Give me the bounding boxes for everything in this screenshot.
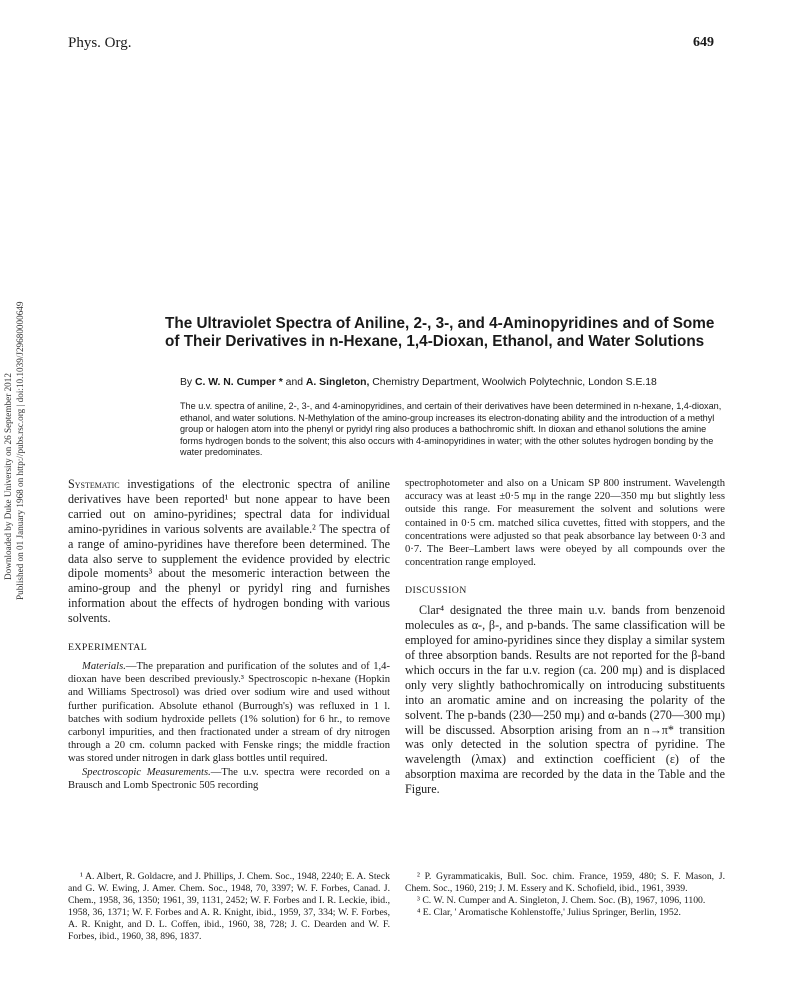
discussion-heading: DISCUSSION [405, 585, 467, 597]
intro-lead: Systematic [68, 477, 120, 491]
publication-notice: Published on 01 January 1968 on http://pubs.rsc.org | doi:10.1039/J29680000649 [15, 301, 25, 600]
byline-prefix: By [180, 377, 196, 388]
materials-lead: Materials. [82, 660, 126, 672]
footnotes-left [68, 871, 390, 944]
footnotes-right [405, 871, 725, 919]
materials-text: —The preparation and purification of the solutes and of 1,4-dioxan have been described previously.³ Spectroscopic n-hexane (Hopkin and Williams Spectrosol) was dried over sodium wire and used without further purification. Absolute ethanol (Burrough's) was refluxed in 1 l. batches with sodium hydroxide pellets (1% solution) for 6 hr., to remove carbonyl impurities, and then fractionated under a stream of dry nitrogen through a 20 cm. column packed with Fenske rings; the middle fraction was stored under nitrogen in dark glass bottles until required. [68, 660, 390, 765]
intro-paragraph [68, 477, 390, 626]
spectro-paragraph [68, 766, 390, 792]
byline [180, 377, 740, 388]
footnote-1: ¹ A. Albert, R. Goldacre, and J. Phillips, J. Chem. Soc., 1948, 2240; E. A. Steck and G. W. Ewing, J. Amer. Chem. Soc., 1948, 70, 3397; W. F. Forbes, Canad. J. Chem., 1958, 36, 1350; 1961, 39, 1131, 2452; W. F. Forbes and I. R. Leckie, ibid., 1958, 36, 1371; W. F. Forbes and A. R. Knight, ibid., 1959, 37, 334; W. F. Forbes, A. R. Knight, and D. L. Coffen, ibid., 1960, 38, 728; J. C. Dearden and W. F. Forbes, ibid., 1960, 38, 896, 1837. [68, 871, 390, 943]
materials-paragraph [68, 660, 390, 766]
download-notice: Downloaded by Duke University on 26 September 2012 [3, 373, 13, 580]
left-column [68, 477, 390, 792]
intro-text: investigations of the electronic spectra of aniline derivatives have been reported¹ but none appear to have been carried out on amino-pyridines; spectral data for individual amino-pyridines in various solvents are available.² The spectra of a range of amino-pyridines have therefore been determined. The data also serve to supplement the evidence provided by electric dipole moments³ about the mesomeric interaction between the amino-group and the phenyl or pyridyl ring and furnishes information about the effects of hydrogen bonding with various solvents. [68, 477, 390, 626]
affiliation: Chemistry Department, Woolwich Polytechnic, London S.E.18 [369, 377, 657, 388]
author-singleton: A. Singleton, [305, 377, 370, 388]
abstract: The u.v. spectra of aniline, 2-, 3-, and 4-aminopyridines, and certain of their derivatives have been determined in n-hexane, 1,4-dioxan, ethanol, and water solutions. N-Methylation of the amino-group increases its electron-donating ability and the introduction of a methyl group or halogen atom into the phenyl or pyridyl ring also produces a bathochromic shift. In dioxan and ethanol solutions the amine forms hydrogen bonds to the solvent; this also occurs with 4-aminopyridines in water; with the other solutes hydrogen bonding by the water predominates. [180, 401, 722, 457]
footnote-2: ² P. Gyrammaticakis, Bull. Soc. chim. France, 1959, 480; S. F. Mason, J. Chem. Soc., 1960, 219; J. M. Essery and K. Schofield, ibid., 1961, 3939. [405, 871, 725, 895]
spectro-text: —The u.v. spectra were recorded on a Brausch and Lomb Spectronic 505 recording [68, 766, 390, 791]
discussion-paragraph: Clar⁴ designated the three main u.v. bands from benzenoid molecules as α-, β-, and p-bands. The same classification will be employed for amino-pyridines since they display a similar system of three absorption bands. Results are not reported for the β-band which occurs in the far u.v. region (ca. 200 mμ) and is displaced only very slightly bathochromically on introducing substituents into an aromatic amine and on increasing the polarity of the solvent. The p-bands (230—250 mμ) and α-bands (270—300 mμ) will be discussed. Absorption arising from an n→π* transition was only detected in the solution spectra of pyridine. The wavelength (λmax) and extinction coefficient (ε) of the absorption maxima are recorded by the data in the Table and the Figure. [405, 603, 725, 797]
spectro-continued: spectrophotometer and also on a Unicam SP 800 instrument. Wavelength accuracy was at least ±0·5 mμ in the range 220—350 mμ but slightly less outside this range. For measurement the solvent and solutions were contained in 0·5 cm. matched silica cuvettes, fitted with stoppers, and the concentrations were adjusted so that peak absorbance lay between 0·3 and 0·7. The Beer–Lambert laws were obeyed by all compounds over the concentration range employed. [405, 478, 725, 569]
experimental-heading: EXPERIMENTAL [68, 642, 148, 654]
page-number: 649 [693, 35, 714, 50]
article-title: The Ultraviolet Spectra of Aniline, 2-, 3-, and 4-Aminopyridines and of Some of Their Derivatives in n-Hexane, 1,4-Dioxan, Ethanol, and Water Solutions [165, 315, 715, 350]
byline-and: and [282, 377, 306, 388]
author-cumper: C. W. N. Cumper * [195, 377, 283, 388]
footnote-4: ⁴ E. Clar, ' Aromatische Kohlenstoffe,' Julius Springer, Berlin, 1952. [417, 907, 681, 919]
right-column [405, 477, 725, 797]
spectro-lead: Spectroscopic Measurements. [82, 766, 211, 778]
footnote-3: ³ C. W. N. Cumper and A. Singleton, J. Chem. Soc. (B), 1967, 1096, 1100. [417, 895, 706, 907]
journal-title: Phys. Org. [68, 35, 132, 51]
